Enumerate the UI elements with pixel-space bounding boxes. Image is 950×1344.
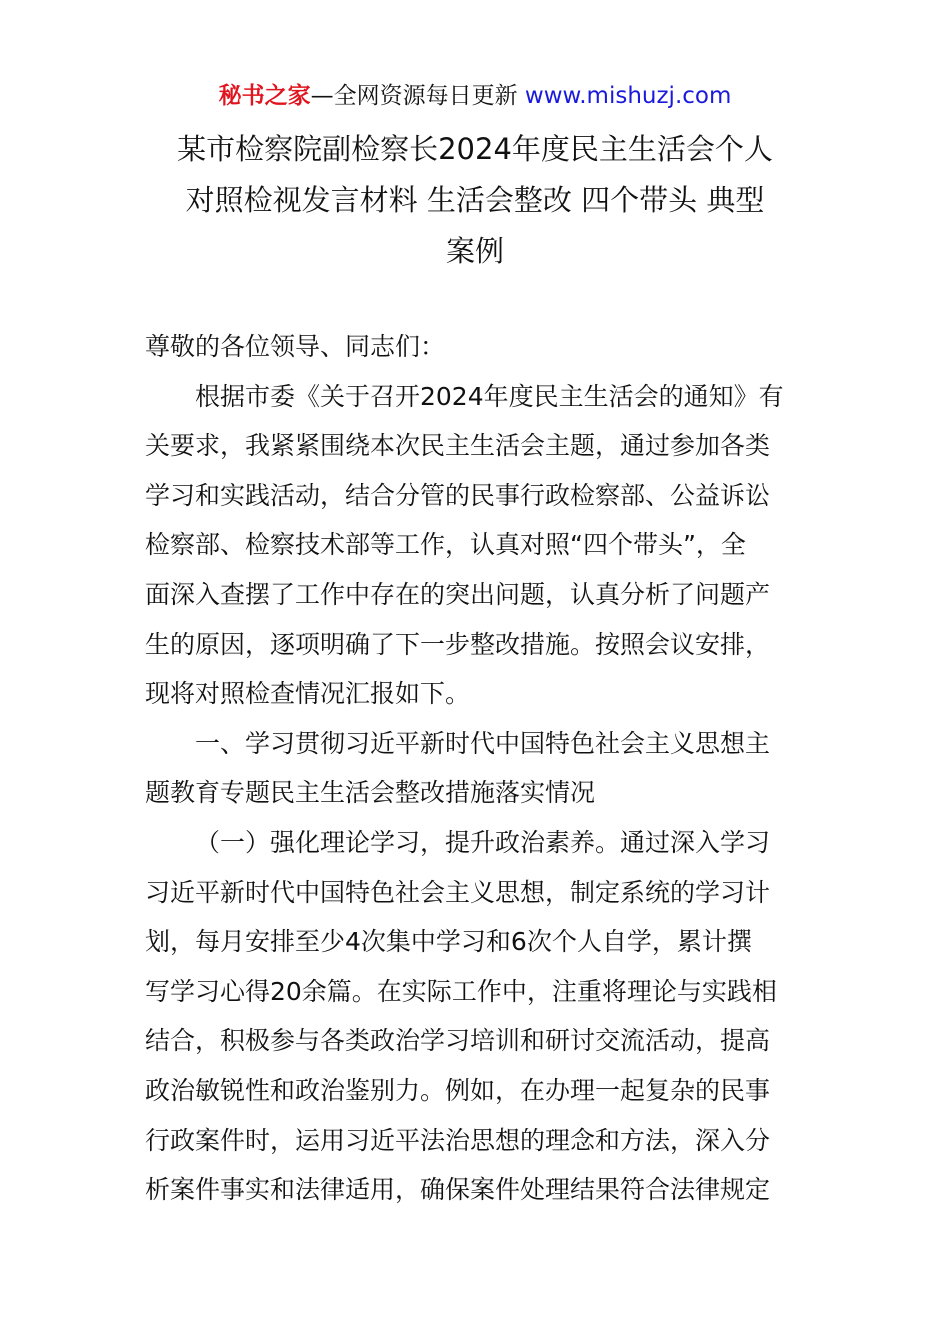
paragraph-line: 现将对照检查情况汇报如下。 [145,679,471,709]
site-header [0,80,950,112]
paragraph-line: 学习和实践活动，结合分管的民事行政检察部、公益诉讼 [145,480,771,510]
heading-line: 题教育专题民主生活会整改措施落实情况 [145,778,596,808]
paragraph-line: 面深入查摆了工作中存在的突出问题，认真分析了问题产 [145,579,771,609]
title-line: 某市检察院副检察长2024年度民主生活会个人 [177,132,773,166]
section-heading [145,719,807,818]
paragraph-intro [145,372,807,719]
title-line: 对照检视发言材料 生活会整改 四个带头 典型 [185,183,765,217]
heading-line: 一、学习贯彻习近平新时代中国特色社会主义思想主 [195,728,771,758]
paragraph-line: 写学习心得20余篇。在实际工作中，注重将理论与实践相 [145,976,777,1006]
paragraph-line: 根据市委《关于召开2024年度民主生活会的通知》有 [195,381,784,411]
paragraph-line: 检察部、检察技术部等工作，认真对照“四个带头”，全 [145,530,746,560]
document-title [120,124,830,277]
site-slogan: —全网资源每日更新 [310,83,518,109]
document-body [145,322,807,1215]
paragraph-line: 行政案件时，运用习近平法治思想的理念和方法，深入分 [145,1125,771,1155]
paragraph-line: （一）强化理论学习，提升政治素养。通过深入学习 [195,827,771,857]
paragraph-line: 关要求，我紧紧围绕本次民主生活会主题，通过参加各类 [145,431,771,461]
subsection-paragraph [145,818,807,1215]
salutation: 尊敬的各位领导、同志们： [145,332,446,361]
paragraph-line: 析案件事实和法律适用，确保案件处理结果符合法律规定 [145,1175,771,1205]
brand-name: 秘书之家 [218,83,311,109]
paragraph-line: 划，每月安排至少4次集中学习和6次个人自学，累计撰 [145,927,752,957]
paragraph-line: 结合，积极参与各类政治学习培训和研讨交流活动，提高 [145,1026,771,1056]
site-url-link[interactable]: www.mishuzj.com [524,83,732,109]
paragraph-line: 生的原因，逐项明确了下一步整改措施。按照会议安排， [145,629,771,659]
paragraph-line: 政治敏锐性和政治鉴别力。例如，在办理一起复杂的民事 [145,1075,771,1105]
paragraph-line: 习近平新时代中国特色社会主义思想，制定系统的学习计 [145,877,771,907]
title-line: 案例 [445,234,504,268]
